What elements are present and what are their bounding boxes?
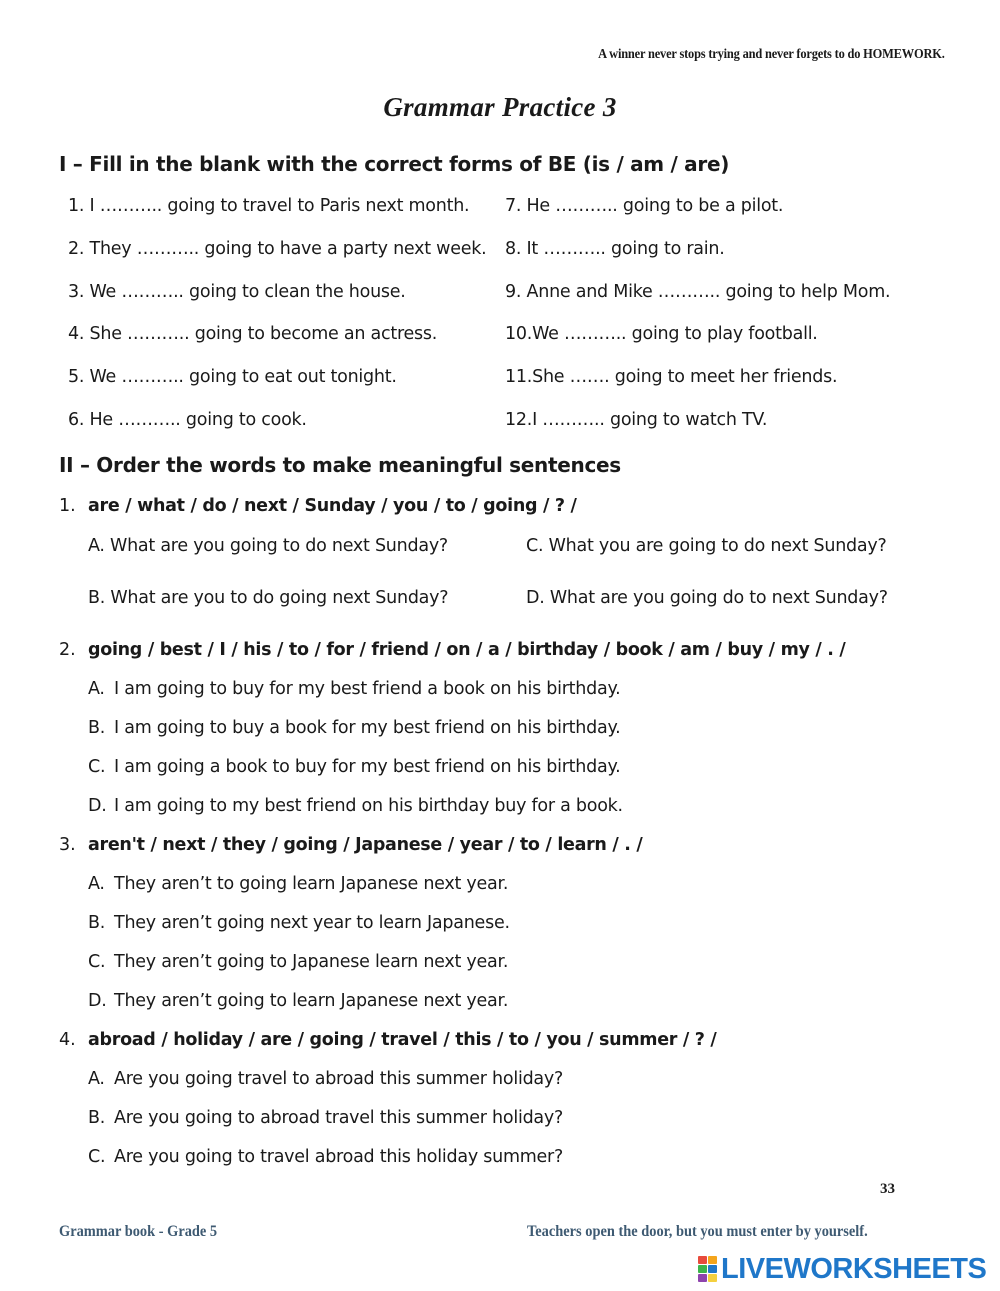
question-3-option-b (88, 913, 510, 933)
option-letter: D. (88, 991, 107, 1011)
liveworksheets-logo[interactable] (698, 1252, 986, 1286)
question-2-option-b (88, 718, 620, 738)
fill-item-1: 1. I ……….. going to travel to Paris next month. (68, 196, 470, 216)
question-4-option-a (88, 1069, 563, 1089)
option-text: Are you going to travel abroad this holiday summer? (114, 1147, 564, 1167)
question-1-option-d: D. What are you going do to next Sunday? (526, 588, 888, 608)
liveworksheets-logo-text: LIVEWORKSHEETS (721, 1252, 987, 1285)
option-letter: B. (88, 718, 106, 738)
question-4-number: 4. (59, 1030, 76, 1050)
question-2-option-d (88, 796, 623, 816)
section-1-heading: I – Fill in the blank with the correct forms of BE (is / am / are) (59, 152, 730, 176)
logo-tile (698, 1274, 707, 1282)
fill-item-3: 3. We ……….. going to clean the house. (68, 282, 406, 302)
question-4-option-c (88, 1147, 563, 1167)
page-title: Grammar Practice 3 (383, 92, 617, 122)
question-3-option-d (88, 991, 508, 1011)
fill-item-2: 2. They ……….. going to have a party next week. (68, 239, 487, 259)
option-letter: A. (88, 874, 105, 894)
question-1-number: 1. (59, 496, 76, 516)
option-letter: D. (88, 796, 107, 816)
fill-item-10: 10.We ……….. going to play football. (505, 324, 818, 344)
logo-tile (708, 1256, 717, 1264)
question-2-option-c (88, 757, 620, 777)
option-text: They aren’t to going learn Japanese next year. (114, 874, 509, 894)
option-text: I am going to buy for my best friend a book on his birthday. (114, 679, 621, 699)
logo-tile (698, 1256, 707, 1264)
question-2-option-a (88, 679, 620, 699)
footer-book-title: Grammar book - Grade 5 (59, 1223, 218, 1240)
option-text: I am going to buy a book for my best friend on his birthday. (114, 718, 621, 738)
option-text: They aren’t going next year to learn Japanese. (114, 913, 510, 933)
option-letter: C. (88, 757, 106, 777)
logo-tile (708, 1265, 717, 1273)
question-4-option-b (88, 1108, 563, 1128)
footer-quote: Teachers open the door, but you must enter by yourself. (527, 1223, 868, 1240)
logo-tile (698, 1265, 707, 1273)
option-letter: A. (88, 1069, 105, 1089)
question-3-number: 3. (59, 835, 76, 855)
question-3-option-c (88, 952, 508, 972)
option-letter: A. (88, 679, 105, 699)
fill-item-4: 4. She ……….. going to become an actress. (68, 324, 438, 344)
option-letter: B. (88, 1108, 106, 1128)
option-letter: C. (88, 952, 106, 972)
fill-item-5: 5. We ……….. going to eat out tonight. (68, 367, 397, 387)
option-letter: B. (88, 913, 106, 933)
question-2-prompt: going / best / I / his / to / for / friend / on / a / birthday / book / am / buy / my / . / (88, 640, 846, 660)
question-1-option-a: A. What are you going to do next Sunday? (88, 536, 448, 556)
fill-item-9: 9. Anne and Mike ……….. going to help Mom. (505, 282, 891, 302)
section-2-heading: II – Order the words to make meaningful sentences (59, 453, 621, 477)
fill-item-11: 11.She ……. going to meet her friends. (505, 367, 838, 387)
option-text: I am going to my best friend on his birthday buy for a book. (114, 796, 623, 816)
option-text: They aren’t going to learn Japanese next year. (114, 991, 509, 1011)
option-text: Are you going travel to abroad this summer holiday? (114, 1069, 564, 1089)
option-text: They aren’t going to Japanese learn next year. (114, 952, 509, 972)
option-text: I am going a book to buy for my best friend on his birthday. (114, 757, 621, 777)
question-3-prompt: aren't / next / they / going / Japanese / year / to / learn / . / (88, 835, 643, 855)
question-3-option-a (88, 874, 508, 894)
question-1-prompt: are / what / do / next / Sunday / you / to / going / ? / (88, 496, 577, 516)
option-letter: C. (88, 1147, 106, 1167)
header-motto: A winner never stops trying and never forgets to do HOMEWORK. (598, 46, 945, 61)
fill-item-6: 6. He ……….. going to cook. (68, 410, 307, 430)
question-2-number: 2. (59, 640, 76, 660)
fill-item-12: 12.I ……….. going to watch TV. (505, 410, 768, 430)
page-number: 33 (880, 1181, 895, 1197)
fill-item-7: 7. He ……….. going to be a pilot. (505, 196, 784, 216)
question-1-option-b: B. What are you to do going next Sunday? (88, 588, 449, 608)
question-1-option-c: C. What you are going to do next Sunday? (526, 536, 887, 556)
option-text: Are you going to abroad travel this summer holiday? (114, 1108, 564, 1128)
fill-item-8: 8. It ……….. going to rain. (505, 239, 725, 259)
question-4-prompt: abroad / holiday / are / going / travel / this / to / you / summer / ? / (88, 1030, 717, 1050)
liveworksheets-logo-icon (698, 1256, 717, 1282)
logo-tile (708, 1274, 717, 1282)
